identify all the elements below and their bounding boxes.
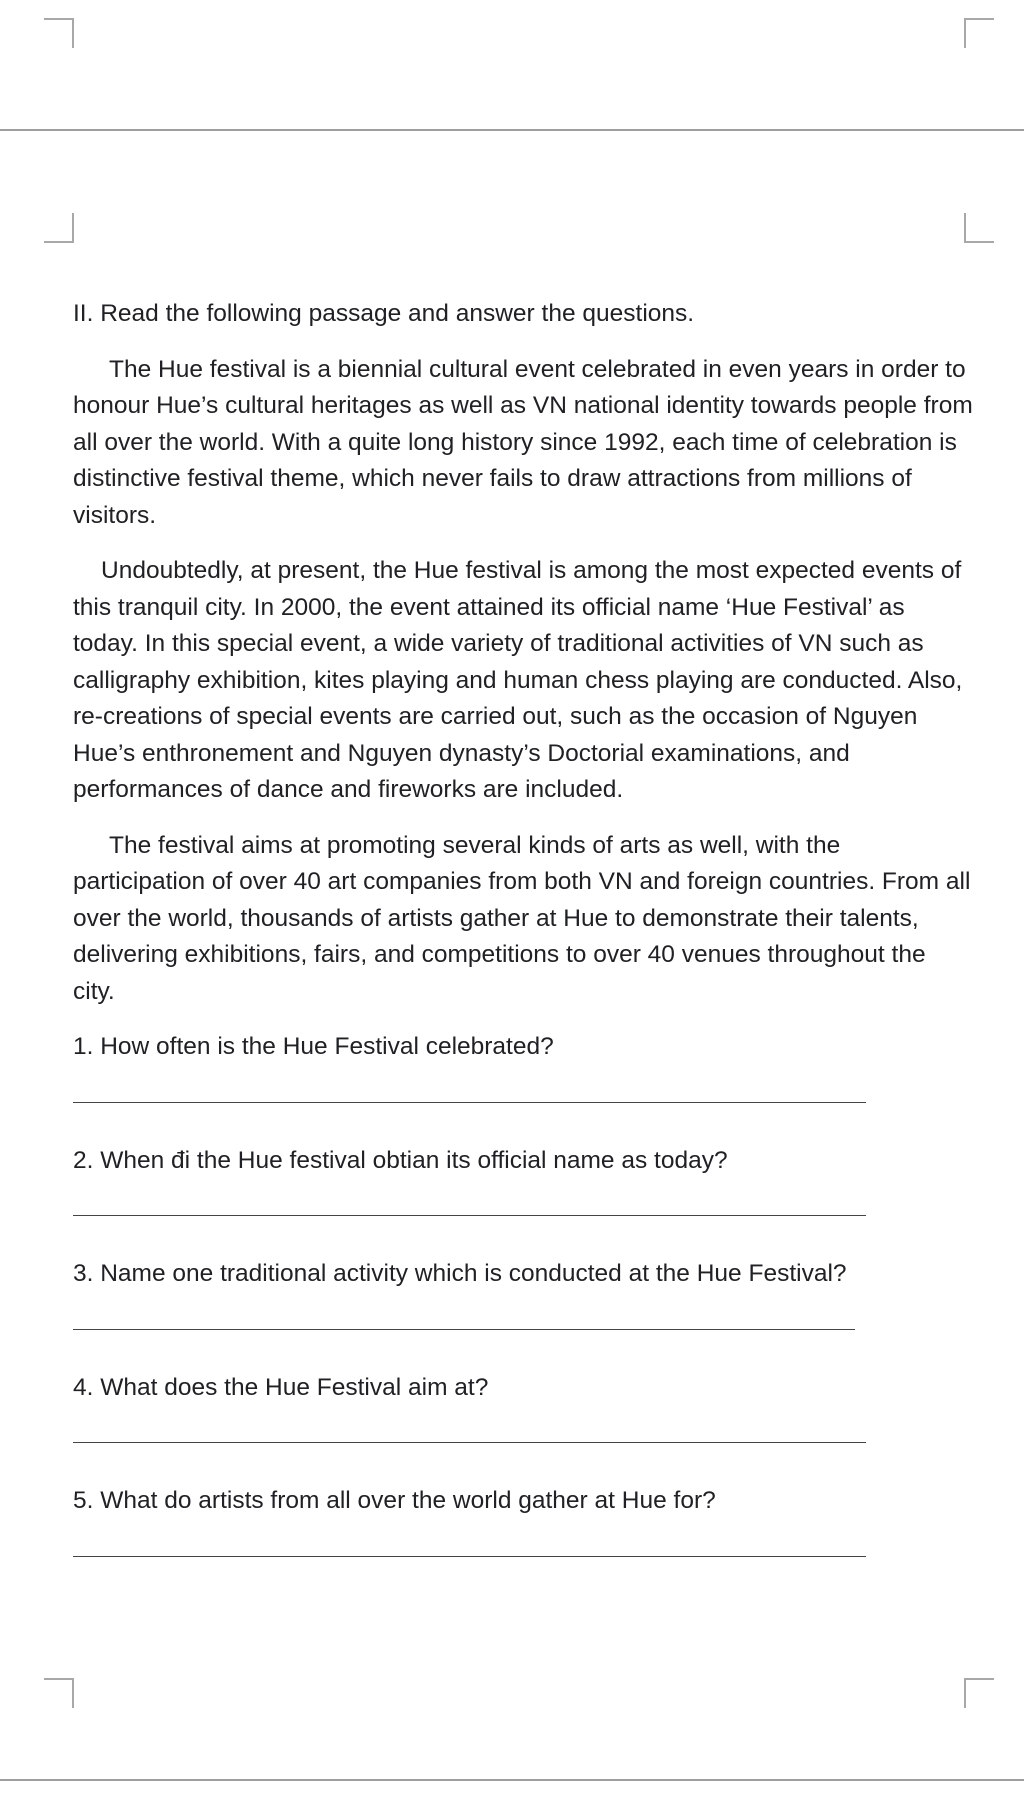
question-5: 5. What do artists from all over the world gather at Hue for? (73, 1487, 716, 1514)
answer-line-5[interactable] (73, 1556, 866, 1557)
passage-paragraph: The Hue festival is a biennial cultural event celebrated in even years in order to honour Hue’s cultural heritages as well as VN national identity towards people from all over the world. With a quite long history since 1992, each time of celebration is distinctive festival theme, which never fails to draw attractions from millions of visitors. (73, 355, 973, 529)
crop-mark-top-left (44, 18, 74, 48)
instruction-heading: II. Read the following passage and answer the questions. (73, 300, 695, 327)
crop-mark-margin-bottom-right (964, 1678, 994, 1708)
question-4: 4. What does the Hue Festival aim at? (73, 1373, 489, 1401)
crop-mark-top-right (964, 18, 994, 48)
answer-line-4[interactable] (73, 1442, 866, 1443)
passage-paragraph: The festival aims at promoting several kinds of arts as well, with the participation of over 40 art companies from both VN and foreign countries. From all over the world, thousands of artists gather at Hue to demonstrate their talents, delivering exhibitions, fairs, and competitions to over 40 venues throughout the city. (73, 831, 971, 1005)
answer-line-3[interactable] (73, 1329, 855, 1330)
question-2: 2. When đi the Hue festival obtian its official name as today? (73, 1146, 728, 1174)
page-divider-bottom (0, 1779, 1024, 1781)
crop-mark-margin-top-left (44, 213, 74, 243)
question-3: 3. Name one traditional activity which is conducted at the Hue Festival? (73, 1260, 847, 1287)
passage-paragraph: Undoubtedly, at present, the Hue festival is among the most expected events of this tranquil city. In 2000, the event attained its official name ‘Hue Festival’ as today. In this special event, a wide variety of traditional activities of VN such as calligraphy exhibition, kites playing and human chess playing are conducted. Also, re-creations of special events are carried out, such as the occasion of Nguyen Hue’s enthronement and Nguyen dynasty’s Doctorial examinations, and performances of dance and fireworks are included. (73, 557, 963, 803)
crop-mark-margin-top-right (964, 213, 994, 243)
crop-mark-margin-bottom-left (44, 1678, 74, 1708)
answer-line-2[interactable] (73, 1215, 866, 1216)
page-divider-top (0, 129, 1024, 131)
question-1: 1. How often is the Hue Festival celebrated? (73, 1033, 554, 1060)
answer-line-1[interactable] (73, 1102, 866, 1103)
document-body (73, 296, 973, 1597)
